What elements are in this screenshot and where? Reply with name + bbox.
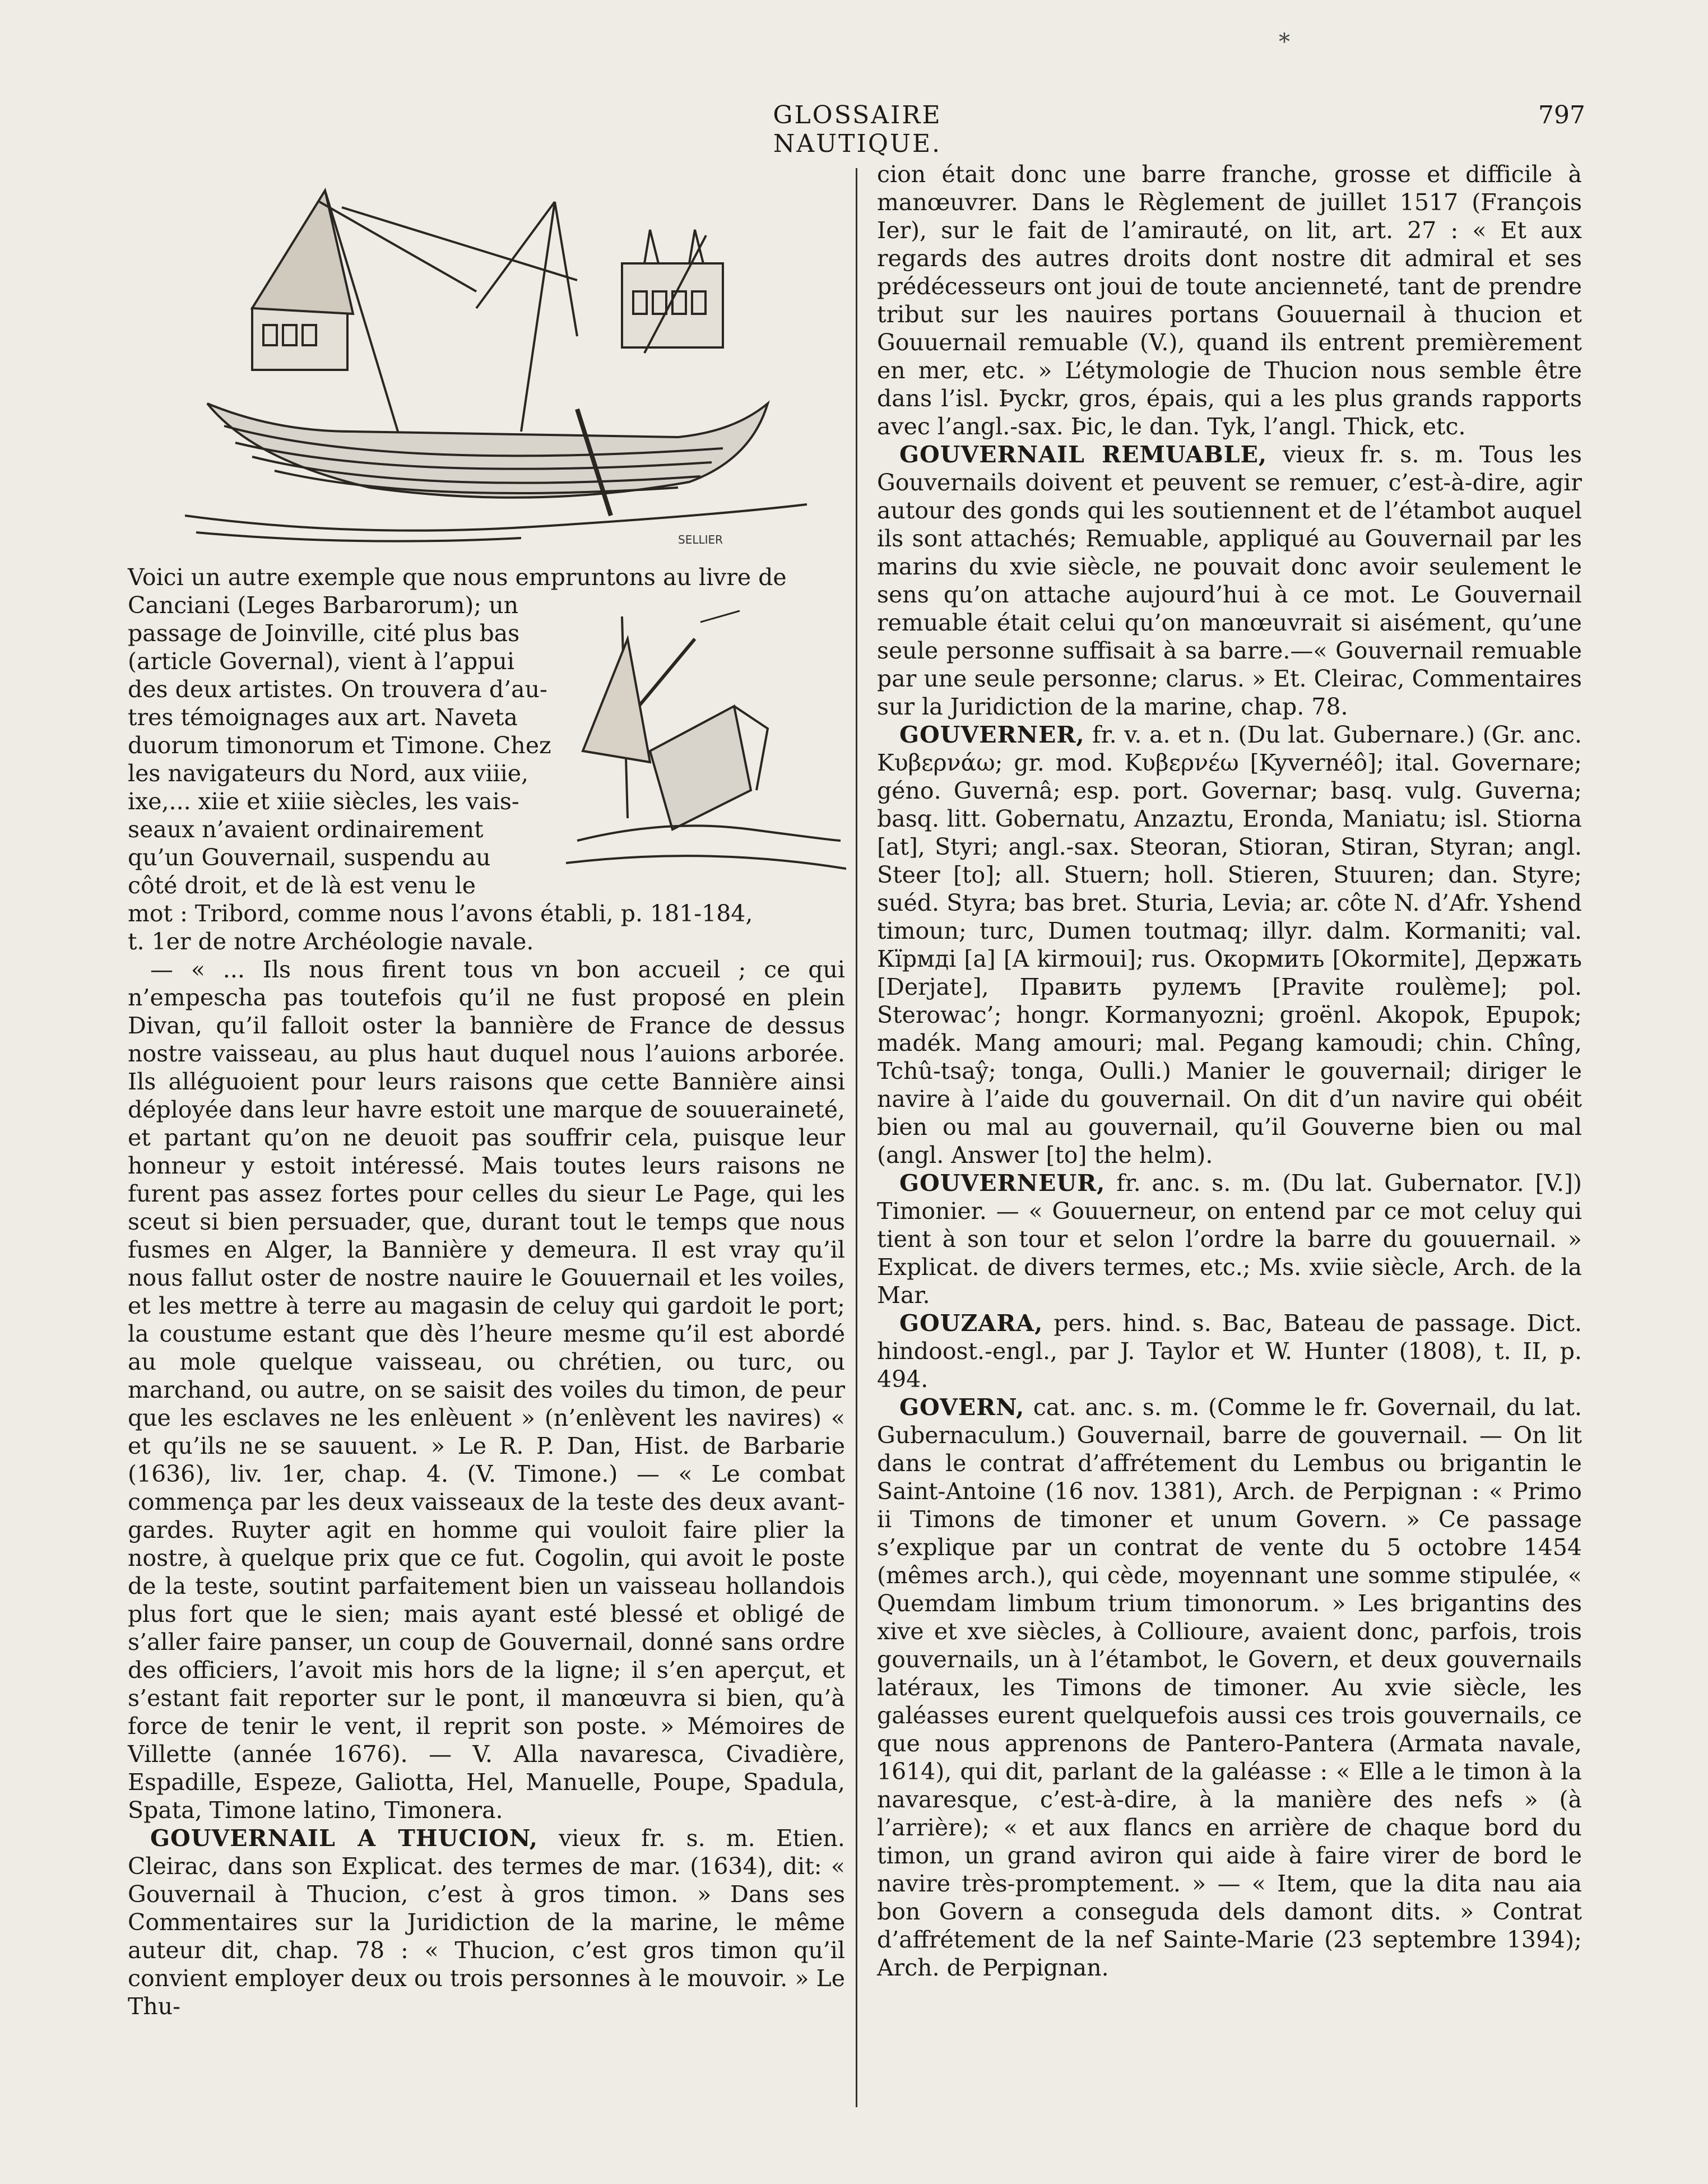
text-line: ixe,... xiie et xiiie siècles, les vais- bbox=[128, 788, 519, 815]
entry-gouvernail-a-thucion bbox=[128, 1824, 845, 2020]
entry-gouvernail-remuable bbox=[877, 440, 1582, 721]
entry-text: fr. v. a. et n. (Du lat. Gubernare.) (Gr. anc. Κυβερνάω; gr. mod. Κυβερνέω [Kyvernéô]; ital. Governare; génо. Guvernâ; esp. port. Governar; basq. vulg. Guverna; basq. litt. Gobernatu, Anzaztu, Eronda, Maniatu; isl. Stiorna [at], Styri; angl.-sax. Steoran, Stioran, Stiran, Styran; angl. Steer [to]; all. Stuern; holl. Stieren, Stuuren; dan. Styre; suéd. Styra; bas bret. Sturia, Levia; ar. côte N. d’Afr. Yshend timoun; turc, Dumen toutmaq; illyr. dalm. Kormaniti; val. Кїрмді [a] [A kirmoui]; rus. Окормить [Okormite], Держать [Derjate], Править рулемъ [Pravite roulème]; pol. Sterowac’; hongr. Kormanyozni; groënl. Akopok, Epupok; madék. Mang amouri; mal. Pegang kamoudi; chin. Chîng, Tchû-tsaŷ; tonga, Oulli.) Manier le gouvernail; diriger le navire à l’aide du gouvernail. On dit d’un navire qui obéit bien ou mal au gouvernail, qu’il Gouverne bien ou mal (angl. Answer [to] the helm). bbox=[877, 721, 1582, 1168]
text-line: duorum timonorum et Timone. Chez bbox=[128, 732, 551, 759]
entry-text: vieux fr. s. m. Tous les Gouvernails doivent et peuvent se remuer, c’est-à-dire, agir autour des gonds qui les soutiennent et de l’étambot auquel ils sont attachés; Remuable, appliqué au Gouvernail par les marins du xvie siècle, ne pouvait donc avoir seulement le sens qu’on attache aujourd’hui à ce mot. Le Gouvernail remuable était celui qu’on manœuvrait si aisément, qu’une seule personne suffisait à sa barre.—« Gouvernail remuable par une seule personne; clarus. » Et. Cleirac, Commentaires sur la Juridiction de la marine, chap. 78. bbox=[877, 441, 1582, 720]
text-line: les navigateurs du Nord, aux viiie, bbox=[128, 760, 529, 787]
entry-gouverner bbox=[877, 721, 1582, 1169]
entry-text: fr. anc. s. m. (Du lat. Gubernator. [V.]) Timonier. — « Gouuerneur, on entend par ce mot celuy qui tient à son tour et selon l’ordre la barre du gouuernail. » Explicat. de divers termes, etc.; Ms. xviie siècle, Arch. de la Mar. bbox=[877, 1170, 1582, 1309]
headword: GOUVERNER, bbox=[899, 721, 1085, 748]
text-line: mot : Tribord, comme nous l’avons établi, p. 181-184, bbox=[128, 900, 753, 927]
text-line: seaux n’avaient ordinairement bbox=[128, 816, 484, 843]
text-line: tres témoignages aux art. Naveta bbox=[128, 704, 518, 731]
engraver-signature: SELLIER bbox=[678, 533, 723, 546]
running-header: GLOSSAIRE NAUTIQUE. bbox=[773, 101, 942, 158]
headword: GOUVERNAIL A THUCION, bbox=[150, 1825, 539, 1852]
entry-gouzara bbox=[877, 1309, 1582, 1393]
headword: GOUVERNEUR, bbox=[899, 1170, 1106, 1197]
column-rule bbox=[856, 168, 857, 2107]
entry-text: cat. anc. s. m. (Comme le fr. Governail, du lat. Gubernaculum.) Gouvernail, barre de gouvernail. — On lit dans le contrat d’affrétement du Lembus ou brigantin le Saint-Antoine (16 nov. 1381), Arch. de Perpignan : « Primo ii Timons de timoner et unum Govern. » Ce passage s’explique par un contrat de vente du 5 octobre 1454 (mêmes arch.), qui cède, moyennant une somme stipulée, « Quemdam limbum trium timonorum. » Les brigantins des xive et xve siècles, à Collioure, avaient donc, parfois, trois gouvernails, un à l’étambot, le Govern, et deux gouvernails latéraux, les Timons de timoner. Au xvie siècle, les galéasses eurent quelquefois aussi ces trois gouvernails, ce que nous apprenons de Pantero-Pantera (Armata navale, 1614), qui dit, parlant de la galéasse : « Elle a le timon à la navaresque, c’est-à-dire, à la manière des nefs » (à l’arrière); « et aux flancs en arrière de chaque bord du timon, un grand aviron qui aide à faire virer de bord le navire très-promptement. » — « Item, que la dita nau aia bon Govern a conseguda dels damont dits. » Contrat d’affrétement de la nef Sainte-Marie (23 septembre 1394); Arch. de Perpignan. bbox=[877, 1394, 1582, 1981]
continued-paragraph: cion était donc une barre franche, grosse et difficile à manœuvrer. Dans le Règlement de juillet 1517 (François Ier), sur le fait de l’amirauté, on lit, art. 27 : « Et aux regards des autres droits dont nostre dit admiral et ses prédécesseurs ont joui de toute ancienneté, tant de prendre tribut sur les nauires portans Gouuernail à thucion et Gouuernail remuable (V.), quand ils entrent premièrement en mer, etc. » L’étymologie de Thucion nous semble être dans l’isl. Þyckr, gros, épais, qui a les plus grands rapports avec l’angl.-sax. Þic, le dan. Tyk, l’angl. Thick, etc. bbox=[877, 161, 1582, 440]
text-line: (article Governal), vient à l’appui bbox=[128, 648, 515, 675]
text-line: t. 1er de notre Archéologie navale. bbox=[128, 928, 534, 955]
text-line: Voici un autre exemple que nous empruntons au livre de bbox=[128, 564, 787, 591]
entry-text: vieux fr. s. m. Etien. Cleirac, dans son Explicat. des termes de mar. (1634), dit: « Gouvernail à Thucion, c’est à gros timon. » Dans ses Commentaires sur la Juridiction de la marine, le même auteur dit, chap. 78 : « Thucion, c’est gros timon qu’il convient employer deux ou trois personnes à le mouvoir. » Le Thu- bbox=[128, 1825, 845, 2020]
text-line: côté droit, et de là est venu le bbox=[128, 872, 476, 899]
headword: GOVERN, bbox=[899, 1394, 1025, 1421]
text-line: qu’un Gouvernail, suspendu au bbox=[128, 844, 491, 871]
right-column bbox=[877, 160, 1582, 1982]
page-number: 797 bbox=[1538, 101, 1585, 129]
text-line: des deux artistes. On trouvera d’au- bbox=[128, 676, 547, 703]
entry-text: pers. hind. s. Bac, Bateau de passage. Dict. hindoost.-engl., par J. Taylor et W. Hunter (1808), t. II, p. 494. bbox=[877, 1310, 1582, 1393]
ship-engraving-illustration bbox=[185, 168, 813, 549]
left-column bbox=[128, 563, 845, 2020]
headword: GOUVERNAIL REMUABLE, bbox=[899, 441, 1268, 468]
entry-gouverneur bbox=[877, 1169, 1582, 1309]
quote-paragraph: — « ... Ils nous firent tous vn bon accueil ; ce qui n’empescha pas toutefois qu’il ne fust proposé en plein Divan, qu’il falloit oster la bannière de France de dessus nostre vaisseau, au plus haut duquel nous l’auions arborée. Ils alléguoient pour leurs raisons que cette Bannière ainsi déployée dans leur havre estoit une marque de souueraineté, et partant qu’on ne deuoit pas souffrir cela, puisque leur honneur y estoit intéressé. Mais toutes leurs raisons ne furent pas assez fortes pour celles du sieur Le Page, qui les sceut si bien persuader, que, durant tout le temps que nous fusmes en Alger, la Bannière y demeura. Il est vray qu’il nous fallut oster de nostre nauire le Gouuernail et les voiles, et les mettre à terre au magasin de celuy qui gardoit le port; la coustume estant que dès l’heure mesme qu’il est abordé au mole quelque vaisseau, ou chrétien, ou turc, ou marchand, ou autre, on se saisit des voiles du timon, de peur que les esclaves ne les enlèuent » (n’enlèvent les navires) « et qu’ils ne se sauuent. » Le R. P. Dan, Hist. de Barbarie (1636), liv. 1er, chap. 4. (V. Timone.) — « Le combat commença par les deux vaisseaux de la teste des deux avant-gardes. Ruyter agit en homme qui vouloit faire plier la nostre, à quelque prix que ce fut. Cogolin, qui avoit le poste de la teste, soutint parfaitement bien un vaisseau hollandois plus fort que le sien; mais ayant esté blessé et obligé de s’aller faire panser, un coup de Gouvernail, donné sans ordre des officiers, l’avoit mis hors de la ligne; il s’en aperçut, et s’estant fait reporter sur le pont, il manœuvra si bien, qu’à force de tenir le vent, il reprit son poste. » Mémoires de Villette (année 1676). — V. Alla navaresca, Civadière, Espadille, Espeze, Galiotta, Hel, Manuelle, Poupe, Spadula, Spata, Timone latino, Timonera. bbox=[128, 956, 845, 1824]
entry-govern bbox=[877, 1393, 1582, 1982]
text-line: passage de Joinville, cité plus bas bbox=[128, 620, 520, 647]
headword: GOUZARA, bbox=[899, 1310, 1043, 1337]
page-mark: * bbox=[1279, 29, 1290, 55]
text-line: Canciani (Leges Barbarorum); un bbox=[128, 592, 519, 619]
